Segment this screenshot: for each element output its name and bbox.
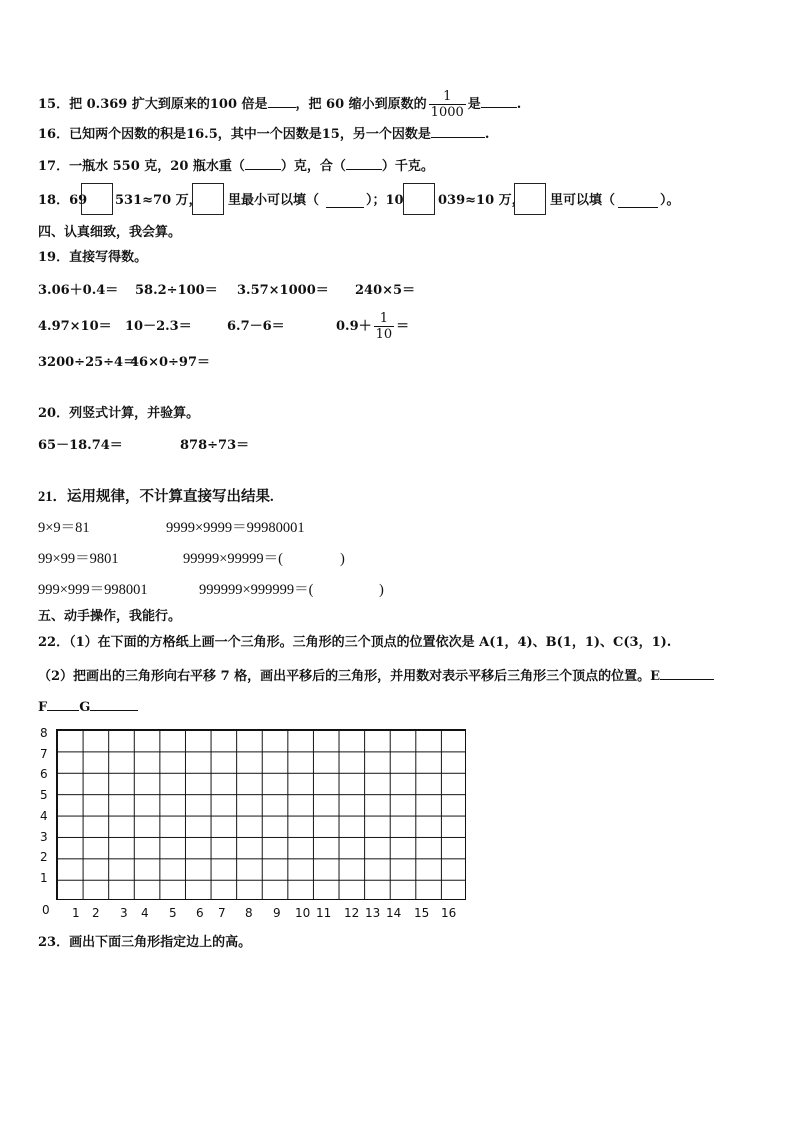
answer-blank[interactable] (47, 698, 79, 711)
digit-box[interactable] (192, 183, 224, 215)
origin-label: 0 (42, 903, 50, 917)
question-18: 18．69 531≈70 万， 里最小可以填（ ）；10 039≈10 万， 里可以填（ ）。 (38, 193, 680, 208)
y-tick-label: 1 (40, 870, 48, 885)
calc-row: 65－18.74＝ 878÷73＝ (38, 438, 250, 453)
x-tick-label: 15 (414, 906, 430, 920)
pattern-row: 999×999＝998001 999999×999999＝( ) (38, 582, 384, 598)
question-23: 23．画出下面三角形指定边上的高。 (38, 935, 252, 950)
digit-box[interactable] (81, 183, 113, 215)
y-tick-label: 7 (40, 746, 48, 761)
question-20-title: 20．列竖式计算，并验算。 (38, 406, 200, 421)
question-16: 16．已知两个因数的积是16.5，其中一个因数是15，另一个因数是 . (38, 127, 490, 142)
x-tick-label: 7 (218, 906, 226, 920)
y-tick-label: 8 (40, 726, 48, 740)
question-22-part2: （2）把画出的三角形向右平移 7 格，画出平移后的三角形，并用数对表示平移后三角形三个顶点的位置。E (38, 667, 714, 685)
answer-blank[interactable] (346, 157, 382, 170)
answer-blank[interactable] (245, 157, 281, 170)
answer-blank[interactable] (326, 195, 364, 208)
x-tick-label: 2 (92, 906, 100, 920)
y-tick-label: 4 (40, 808, 48, 823)
answer-blank[interactable] (431, 125, 485, 138)
x-tick-label: 13 (365, 906, 381, 920)
calc-row: 4.97×10＝ 10－2.3＝ 6.7－6＝ 0.9＋ $\frac{1}{10}$ ＝ (38, 311, 410, 342)
y-tick-label: 5 (40, 788, 48, 803)
question-17: 17．一瓶水 550 克，20 瓶水重（ ）克，合（ ）千克。 (38, 159, 434, 174)
x-tick-label: 5 (169, 906, 177, 920)
digit-box[interactable] (514, 183, 546, 215)
x-tick-label: 11 (316, 906, 332, 920)
question-22-fg: F G (38, 698, 138, 716)
question-22-part1: 22．（1）在下面的方格纸上画一个三角形。三角形的三个顶点的位置依次是 A(1，4)、B(1，1)、C(3，1). (38, 635, 672, 650)
section-heading-4: 四、认真细致，我会算。 (38, 225, 182, 240)
y-tick-label: 2 (40, 850, 48, 865)
section-heading-5: 五、动手操作，我能行。 (38, 609, 182, 624)
x-tick-label: 8 (245, 906, 253, 920)
question-15: 15．把 0.369 扩大到原来的100 倍是 ，把 60 缩小到原数的 $\frac{1}{1000}$ 是 . (38, 89, 522, 120)
y-tick-label: 3 (40, 829, 48, 844)
question-19-title: 19．直接写得数。 (38, 250, 148, 265)
x-tick-label: 10 (295, 906, 311, 920)
x-tick-label: 4 (141, 906, 149, 920)
y-tick-label: 6 (40, 767, 48, 782)
x-tick-label: 12 (344, 906, 360, 920)
answer-blank[interactable] (90, 698, 138, 711)
x-tick-label: 9 (273, 906, 281, 920)
fraction: $\frac{1}{10}$ (375, 311, 393, 342)
calc-row: 3200÷25÷4＝ 46×0÷97＝ (38, 355, 211, 370)
x-tick-label: 6 (196, 906, 204, 920)
x-tick-label: 3 (120, 906, 128, 920)
answer-blank[interactable] (660, 667, 714, 680)
x-tick-label: 1 (72, 906, 80, 920)
answer-blank[interactable] (618, 195, 658, 208)
question-21-title: 21．运用规律，不计算直接写出结果. (38, 489, 274, 505)
pattern-row: 9×9＝81 9999×9999＝99980001 (38, 520, 305, 536)
answer-blank[interactable] (481, 95, 517, 108)
fraction: $\frac{1}{1000}$ (430, 89, 464, 120)
digit-box[interactable] (403, 183, 435, 215)
calc-row: 3.06＋0.4＝ 58.2÷100＝ 3.57×1000＝ 240×5＝ (38, 283, 416, 298)
coordinate-grid[interactable] (56, 729, 466, 900)
x-tick-label: 14 (386, 906, 402, 920)
pattern-row: 99×99＝9801 99999×99999＝( ) (38, 551, 345, 567)
x-tick-label: 16 (441, 906, 457, 920)
answer-blank[interactable] (268, 95, 296, 108)
